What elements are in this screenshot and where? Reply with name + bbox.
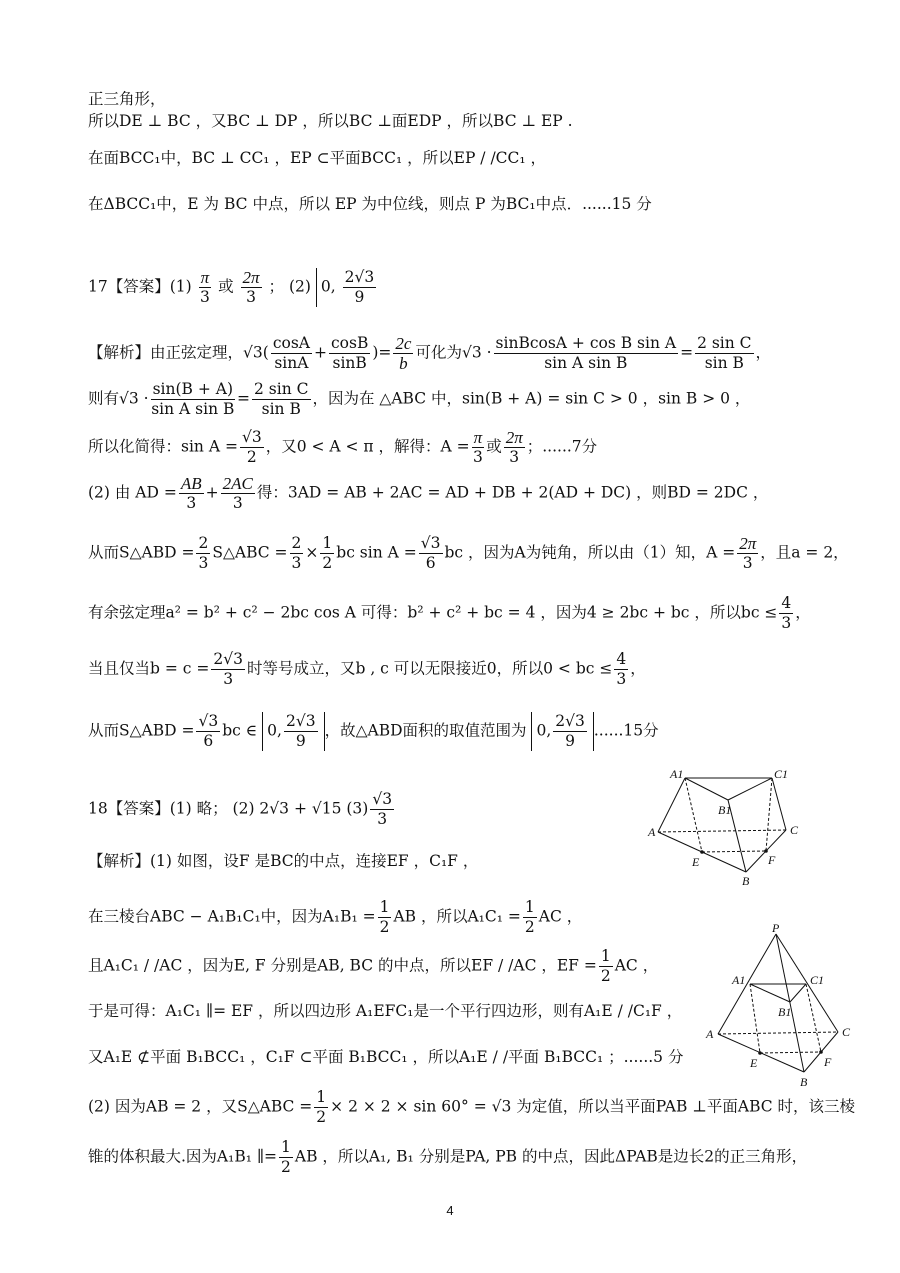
denominator: sinB xyxy=(332,354,367,372)
text-line xyxy=(88,1000,682,1022)
fraction xyxy=(504,428,525,467)
numerator: 2 xyxy=(198,534,209,552)
denominator: 3 xyxy=(781,614,792,632)
fraction xyxy=(196,712,220,751)
text: ； (2) xyxy=(268,277,311,296)
fraction xyxy=(472,428,485,467)
answer-17 xyxy=(88,268,382,307)
denominator: 3 xyxy=(186,494,197,512)
denominator: 3 xyxy=(232,494,243,512)
numerator: 1 xyxy=(281,1138,291,1156)
interval xyxy=(316,268,382,307)
point-E xyxy=(758,1051,762,1055)
fraction xyxy=(271,334,312,373)
text-line xyxy=(88,947,658,986)
edge xyxy=(685,778,728,800)
text: 可化为√3 · xyxy=(415,343,492,362)
fraction xyxy=(240,428,264,467)
fraction xyxy=(553,712,587,751)
interval xyxy=(531,712,593,751)
denominator: 2 xyxy=(316,1108,327,1126)
denominator: sinA xyxy=(274,354,309,372)
fraction xyxy=(199,268,212,307)
numerator: 2AC xyxy=(222,474,253,493)
text: = xyxy=(378,343,392,362)
fraction xyxy=(695,334,753,373)
edge xyxy=(750,984,790,1002)
text: 或 xyxy=(218,277,234,296)
text: AC ， xyxy=(538,907,583,926)
fraction xyxy=(320,534,334,573)
label: B1 xyxy=(778,1005,792,1019)
fraction xyxy=(279,1138,293,1177)
denominator: 6 xyxy=(425,554,436,572)
edge xyxy=(790,984,806,1002)
denominator: sin A sin B xyxy=(544,354,628,372)
text: ，又0 < A < π ，解得：A = xyxy=(265,437,470,456)
text: 于是可得：A₁C₁ ∥= EF ，所以四边形 A₁EFC₁是一个平行四边形，则有A₁E / /C₁F ， xyxy=(88,1002,683,1020)
interval xyxy=(262,712,324,751)
text: 【解析】(1) 如图，设F 是BC的中点，连接EF ，C₁F ， xyxy=(88,852,479,870)
text: ，因为在 △ABC 中，sin(B + A) = sin C > 0 ，sin B > 0 ， xyxy=(312,389,751,408)
fraction xyxy=(211,650,245,689)
fraction xyxy=(378,898,392,937)
label: F xyxy=(824,1055,832,1069)
text-line xyxy=(88,380,750,419)
frustum-figure xyxy=(640,768,810,888)
denominator: 3 xyxy=(246,288,256,306)
text: × 2 × 2 × sin 60° = √3 为定值，所以当平面PAB ⊥平面ABC 时，该三棱 xyxy=(330,1097,856,1116)
denominator: 3 xyxy=(742,554,753,572)
numerator: 2c xyxy=(395,334,412,353)
label: C xyxy=(790,823,799,837)
denominator: 2 xyxy=(379,918,390,936)
text: 17【答案】(1) xyxy=(88,277,192,296)
numerator: 2√3 xyxy=(344,268,375,286)
denominator: 3 xyxy=(291,554,302,572)
text-line xyxy=(88,88,166,110)
label: P xyxy=(772,922,780,935)
text: AB ，所以A₁C₁ = xyxy=(393,907,521,926)
denominator: 2 xyxy=(246,448,257,466)
text: 在ΔBCC₁中，E 为 BC 中点，所以 EP 为中位线，则点 P 为BC₁中点．......15 分 xyxy=(88,195,652,213)
page-number: 4 xyxy=(446,1203,454,1218)
fraction xyxy=(221,474,255,513)
text-line xyxy=(88,594,811,633)
text: 0, xyxy=(267,721,282,740)
edge xyxy=(776,934,804,1072)
denominator: sin B xyxy=(261,400,301,418)
denominator: 9 xyxy=(295,732,306,750)
edge xyxy=(658,778,685,832)
text-line xyxy=(88,110,573,132)
label: F xyxy=(768,853,776,867)
fraction xyxy=(419,534,443,573)
numerator: 2√3 xyxy=(213,650,243,668)
text-line xyxy=(88,1088,855,1127)
numerator: √3 xyxy=(241,428,262,446)
numerator: 2 sin C xyxy=(254,380,309,398)
denominator: 3 xyxy=(472,448,483,466)
text: 在三棱台ABC − A₁B₁C₁中，因为A₁B₁ = xyxy=(88,907,376,926)
text: 当且仅当b = c = xyxy=(88,659,210,678)
text: AC ， xyxy=(614,956,659,975)
numerator: 1 xyxy=(316,1088,327,1106)
text: + xyxy=(313,343,327,362)
label: C1 xyxy=(810,973,825,987)
label: A xyxy=(648,825,656,839)
fraction xyxy=(370,790,394,829)
text: 所以化简得：sin A = xyxy=(88,437,238,456)
text: = xyxy=(237,389,251,408)
text: ， xyxy=(755,343,772,362)
text: 【解析】由正弦定理，√3 xyxy=(88,343,263,362)
text: 又A₁E ⊄平面 B₁BCC₁ ，C₁F ⊂平面 B₁BCC₁ ，所以A₁E / /平面 B₁BCC₁ ；......5 分 xyxy=(88,1048,684,1066)
label: C xyxy=(842,1025,851,1039)
numerator: 1 xyxy=(600,947,611,965)
text: 从而S△ABD = xyxy=(88,721,195,740)
denominator: sin B xyxy=(704,354,744,372)
text: 0, xyxy=(536,721,552,740)
numerator: π xyxy=(473,428,483,447)
answer-18 xyxy=(88,790,396,829)
numerator: 2√3 xyxy=(285,712,316,730)
fraction xyxy=(284,712,318,751)
numerator: 2π xyxy=(242,268,260,287)
denominator: 3 xyxy=(377,810,388,828)
denominator: 2 xyxy=(600,967,611,985)
label: B xyxy=(742,874,750,888)
text: ；......7分 xyxy=(526,437,598,456)
text-line xyxy=(88,712,659,751)
numerator: π xyxy=(200,268,210,287)
fraction xyxy=(614,650,628,689)
text-line xyxy=(88,474,768,513)
hidden-edge xyxy=(658,830,786,832)
hidden-edge xyxy=(750,984,760,1053)
numerator: 2π xyxy=(739,534,757,553)
numerator: 2 sin C xyxy=(697,334,752,352)
numerator: 4 xyxy=(781,594,792,612)
hidden-edge xyxy=(702,851,766,852)
denominator: 3 xyxy=(223,670,234,688)
denominator: b xyxy=(399,354,408,373)
denominator: 2 xyxy=(322,554,333,572)
label: A xyxy=(706,1027,714,1041)
denominator: 3 xyxy=(616,670,627,688)
text: ......15分 xyxy=(593,721,659,740)
denominator: 9 xyxy=(354,288,365,306)
fraction xyxy=(314,1088,328,1127)
text: 所以DE ⊥ BC ，又BC ⊥ DP ，所以BC ⊥面EDP ，所以BC ⊥ EP . xyxy=(88,112,573,130)
text: (2) 因为AB = 2 ，又S△ABC = xyxy=(88,1097,313,1116)
numerator: AB xyxy=(180,474,202,493)
denominator: sin A sin B xyxy=(151,400,235,418)
text: + xyxy=(205,483,219,502)
text: ，且a = 2， xyxy=(760,543,849,562)
numerator: 1 xyxy=(322,534,333,552)
numerator: cosA xyxy=(272,334,310,352)
text: ， xyxy=(795,603,811,622)
point-E xyxy=(700,850,704,854)
numerator: √3 xyxy=(372,790,393,808)
hidden-edge xyxy=(760,1052,821,1053)
fraction xyxy=(523,898,537,937)
text: 正三角形， xyxy=(88,90,166,108)
hidden-edge xyxy=(766,778,772,851)
numerator: 1 xyxy=(524,898,535,916)
text-line xyxy=(88,147,546,169)
fraction xyxy=(290,534,304,573)
text: ， xyxy=(630,659,646,678)
text: 时等号成立，又b , c 可以无限接近0，所以0 < bc ≤ xyxy=(246,659,613,678)
text: bc ，因为A为钝角，所以由（1）知，A = xyxy=(444,543,736,562)
edge xyxy=(728,778,772,800)
denominator: 2 xyxy=(524,918,535,936)
fraction xyxy=(737,534,758,573)
label: A1 xyxy=(670,768,684,781)
text: 或 xyxy=(486,437,502,456)
denominator: 3 xyxy=(199,288,210,306)
point-F xyxy=(819,1050,823,1054)
text: × xyxy=(305,543,319,562)
text: ，故△ABD面积的取值范围为 xyxy=(324,721,527,740)
fraction xyxy=(241,268,262,307)
text-line xyxy=(88,898,582,937)
numerator: 4 xyxy=(616,650,627,668)
pyramid-figure xyxy=(700,922,860,1092)
fraction xyxy=(494,334,679,373)
text: AB ，所以A₁, B₁ 分别是PA, PB 的中点，因此ΔPAB是边长2的正三角形， xyxy=(294,1147,808,1166)
denominator: 2 xyxy=(281,1158,291,1176)
numerator: 2 xyxy=(291,534,302,552)
label: C1 xyxy=(774,768,789,781)
text: 得：3AD = AB + 2AC = AD + DB + 2(AD + DC) ，则BD = 2DC ， xyxy=(256,483,769,502)
text-line xyxy=(88,1138,807,1177)
numerator: sin(B + A) xyxy=(152,380,234,398)
text: 锥的体积最大.因为A₁B₁ ∥= xyxy=(88,1147,278,1166)
text: bc sin A = xyxy=(336,543,417,562)
fraction xyxy=(252,380,310,419)
text: 则有√3 · xyxy=(88,389,149,408)
numerator: 1 xyxy=(379,898,390,916)
text: bc ∈ xyxy=(222,721,258,740)
text: 0, xyxy=(320,277,336,296)
numerator: cosB xyxy=(330,334,369,352)
numerator: √3 xyxy=(198,712,219,730)
label: E xyxy=(750,1056,758,1070)
fraction xyxy=(151,380,235,419)
text: = xyxy=(680,343,694,362)
edge xyxy=(772,778,786,830)
text-line xyxy=(88,428,597,467)
label: B1 xyxy=(718,803,732,817)
denominator: 9 xyxy=(565,732,575,750)
numerator: 2√3 xyxy=(555,712,585,730)
label: A1 xyxy=(732,973,746,987)
fraction xyxy=(179,474,204,513)
label: E xyxy=(692,855,700,869)
text: 且A₁C₁ / /AC ，因为E, F 分别是AB, BC 的中点，所以EF / /AC ，EF = xyxy=(88,956,597,975)
text-line xyxy=(88,850,478,872)
fraction xyxy=(343,268,377,307)
numerator: √3 xyxy=(420,534,441,552)
fraction xyxy=(329,334,370,373)
numerator: 2π xyxy=(505,428,523,447)
fraction xyxy=(393,334,413,373)
fraction xyxy=(599,947,613,986)
label: B xyxy=(800,1075,808,1089)
hidden-edge xyxy=(685,778,702,852)
numerator: sinBcosA + cos B sin A xyxy=(495,334,677,352)
denominator: 6 xyxy=(203,732,214,750)
text: 在面BCC₁中，BC ⊥ CC₁ ，EP ⊂平面BCC₁ ，所以EP / /CC₁ ， xyxy=(88,149,547,167)
fraction xyxy=(196,534,210,573)
fraction xyxy=(779,594,793,633)
hidden-edge xyxy=(718,1032,838,1034)
text-line: 【解析】由正弦定理，√3( $\frac{\cos A}{\sin A}$ + $\frac{\cos B}{\sin B}$ )= $\frac{2c}{b}$ 可化为√3 · $\frac{\text{sinBcosA + cos B sin A}}{\text{sin A sin B}}$ = $\frac{\text{2 sin C}}{\text{sin B}}$ ， xyxy=(88,334,772,373)
text-line xyxy=(88,1046,683,1068)
text-line xyxy=(88,650,646,689)
text: S△ABC = xyxy=(212,543,288,562)
text-line xyxy=(88,534,849,573)
text-line xyxy=(88,193,652,215)
text: 从而S△ABD = xyxy=(88,543,195,562)
denominator: 3 xyxy=(509,448,520,466)
text: (2) 由 AD = xyxy=(88,483,177,502)
denominator: 3 xyxy=(198,554,209,572)
text: 18【答案】(1) 略； (2) 2√3 + √15 (3) xyxy=(88,799,369,818)
text: 有余弦定理a² = b² + c² − 2bc cos A 可得：b² + c² + bc = 4 ，因为4 ≥ 2bc + bc ，所以bc ≤ xyxy=(88,603,778,622)
